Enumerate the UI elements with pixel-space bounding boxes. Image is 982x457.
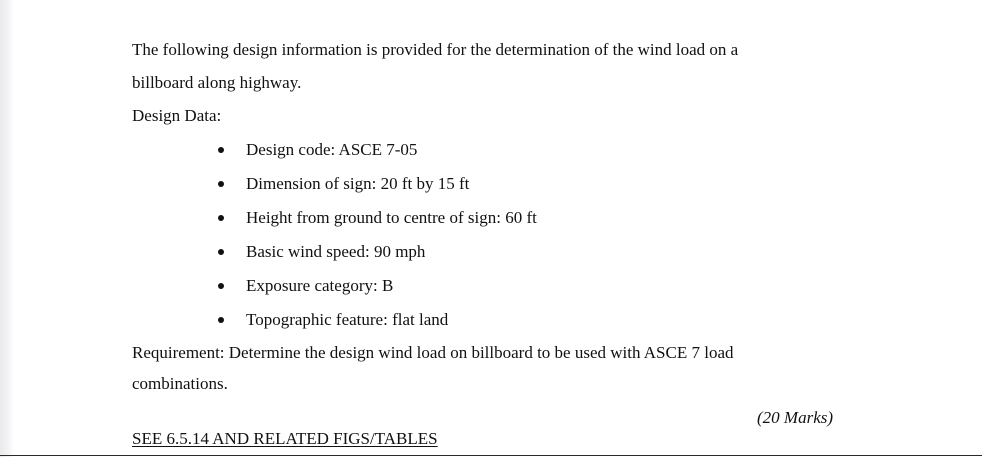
list-item-wind-speed: Basic wind speed: 90 mph	[246, 242, 426, 261]
intro-line-1: The following design information is provided for the determination of the wind load on a	[132, 40, 739, 59]
bullet-icon	[218, 215, 224, 221]
intro-line-2: billboard along highway.	[132, 73, 302, 92]
bullet-icon	[218, 147, 224, 153]
page-left-edge	[0, 0, 14, 457]
bullet-icon	[218, 181, 224, 187]
bullet-icon	[218, 283, 224, 289]
marks-label: (20 Marks)	[757, 408, 834, 427]
reference-note: SEE 6.5.14 AND RELATED FIGS/TABLES	[132, 429, 438, 448]
bullet-icon	[218, 317, 224, 323]
list-item-exposure: Exposure category: B	[246, 276, 394, 295]
list-item-topography: Topographic feature: flat land	[246, 310, 449, 329]
list-item-design-code: Design code: ASCE 7-05	[246, 140, 418, 159]
design-data-heading: Design Data:	[132, 106, 222, 125]
bullet-icon	[218, 249, 224, 255]
requirement-line-2: combinations.	[132, 374, 228, 393]
list-item-height: Height from ground to centre of sign: 60 ft	[246, 208, 537, 227]
list-item-dimension: Dimension of sign: 20 ft by 15 ft	[246, 174, 470, 193]
page-bottom-divider	[0, 455, 982, 456]
requirement-line-1: Requirement: Determine the design wind load on billboard to be used with ASCE 7 load	[132, 343, 734, 362]
